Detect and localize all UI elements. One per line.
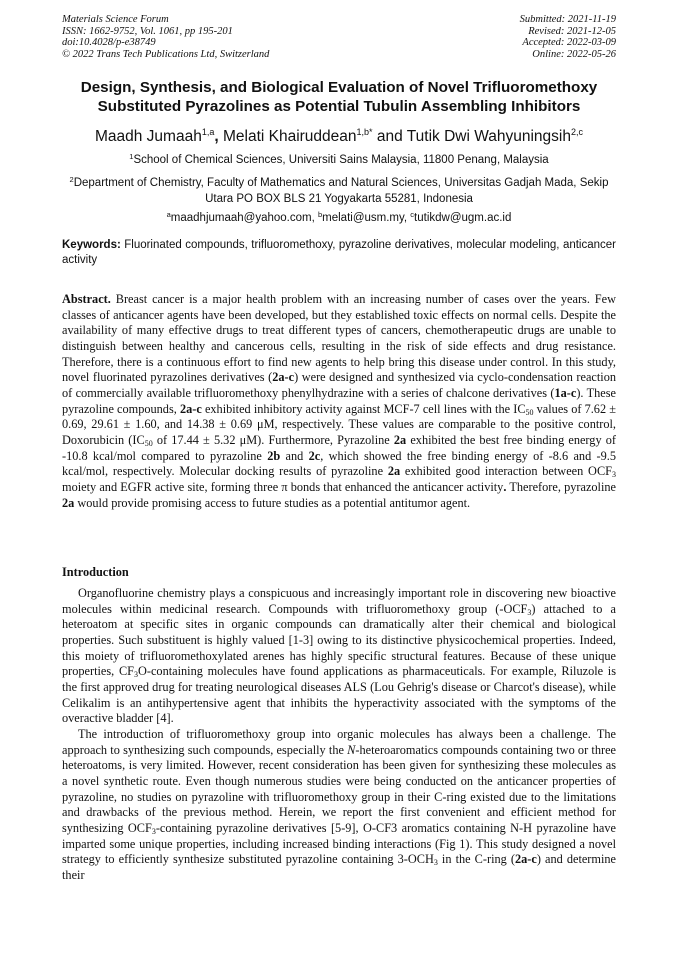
abstract-text: moiety and EGFR active site, forming three π bonds that enhanced the anticancer activity (62, 479, 504, 494)
compound-label: 2a (387, 464, 401, 479)
author-2: Melati Khairuddean (222, 128, 357, 145)
paragraph-text: ) and determine their (62, 852, 616, 882)
email-marker: c (410, 210, 415, 219)
compound-label: 1a-c (554, 385, 577, 400)
paragraph-text: ) attached to a heteroatom at specific sites in organic compounds can dramatically alter their chemical and biological properties. Such substituent is highly valued [1-3] owing to its distinctive physicochemical properties. Indeed, this moiety of trifluoromethoxylated arenes has highly specific structural features. Because of these unique properties, CF (62, 601, 616, 679)
paragraph-text: -containing pyrazoline derivatives [5-9], O-CF3 aromatics containing N-H pyrazoline have imparted some unique properties, including increased binding interactions (Fig 1). This study designed a novel strategy to efficiently synthesize substituted pyrazoline containing 3-OCH (62, 820, 616, 867)
author-3-affiliation: 2,c (571, 127, 584, 137)
keywords (62, 238, 616, 268)
keywords-label: Keywords: (62, 239, 121, 251)
abstract-text: exhibited the best free binding energy of -10.8 kcal/mol compared to pyrazoline (62, 432, 616, 463)
abstract-text: values of 7.62 ± 0.69, 29.61 ± 1.60, and 14.38 ± 0.69 μM, respectively. These values are comparable to the positive control, Doxorubicin (IC (62, 401, 616, 447)
paragraph-text: O-containing molecules have found applications as pharmaceuticals. For example, Riluzole is the first approved drug for treating neurological diseases ALS (Lou Gehrig's disease or Charcot's disease), while Celikalim is an antihypertensive agent that inhibits the hyperactivity associated with the symptoms of the overactive bladder [4]. (62, 664, 617, 726)
abstract-text: and (280, 448, 309, 463)
author-separator: , (214, 128, 223, 145)
paragraph-text: The introduction of trifluoromethoxy group into organic molecules has always been a challenge. The approach to synthesizing such compounds, especially the (62, 726, 616, 757)
email-marker: a (166, 210, 171, 219)
submitted-date: Submitted: 2021-11-19 (519, 14, 616, 25)
abstract-text: exhibited good interaction between OCF (400, 464, 612, 479)
compound-label: 2a-c (272, 370, 295, 385)
subscript: 50 (144, 438, 153, 448)
italic-text: N (347, 742, 356, 757)
email-link[interactable]: melati@usm.my, (322, 212, 411, 224)
accepted-date: Accepted: 2022-03-09 (522, 37, 616, 49)
compound-label: 2b (267, 448, 281, 463)
affiliation-1 (62, 149, 616, 168)
submission-dates (520, 14, 616, 60)
paper-title (40, 79, 638, 116)
abstract-text: Breast cancer is a major health problem with an increasing number of cases over the years. Few classes of anticancer agents have been developed, but they established toxic effects on normal cells. Despite the availability of many effective drugs to treat different types of cancers, chemotherapeutic drugs are unable to distinguish between healthy and cancerous cells, resulting in the risk of side effects and drug resistance. Therefore, there is a continuous effort to find new agents to help bring this disease under control. In this study, novel fluorinated pyrazolines derivatives ( (62, 292, 616, 385)
author-1: Maadh Jumaah (94, 128, 202, 145)
compound-label: 2a-c (514, 852, 537, 867)
subscript: 3 (134, 670, 138, 680)
doi: doi:10.4028/p-e38749 (62, 37, 156, 49)
subscript: 3 (151, 826, 156, 836)
compound-label: 2a (62, 495, 75, 510)
subscript: 50 (525, 407, 534, 417)
paragraph-text: Organofluorine chemistry plays a conspicuous and increasingly important role in discovering new bioactive molecules within medicinal research. Compounds with trifluoromethoxy group (-OCF (62, 586, 616, 616)
title-line-2: Substituted Pyrazolines as Potential Tubulin Assembling Inhibitors (97, 97, 581, 115)
email-link[interactable]: tutikdw@ugm.ac.id (414, 212, 512, 224)
abstract-text: exhibited inhibitory activity against MCF-7 cell lines with the IC (201, 401, 526, 416)
email-marker: b (317, 210, 323, 219)
abstract (62, 292, 616, 511)
author-list (40, 122, 638, 147)
subscript: 3 (611, 470, 616, 480)
paragraph (62, 586, 616, 727)
email-link[interactable]: maadhjumaah@yahoo.com, (170, 212, 318, 224)
section-heading-introduction: Introduction (62, 565, 129, 579)
author-1-affiliation: 1,a (201, 127, 215, 137)
abstract-text: , which showed the free binding energy of -8.6 and -9.5 kcal/mol, respectively. Molecular docking results of pyrazoline (62, 448, 617, 479)
compound-label: 2c (308, 448, 321, 463)
abstract-text: ). These pyrazoline compounds, (62, 385, 616, 416)
abstract-text: ) were designed and synthesized via cyclo-condensation reaction of commercially available trifluoromethoxy phenylhydrazine with a series of chalcone derivatives ( (62, 370, 617, 400)
affiliation-text: School of Chemical Sciences, Universiti Sains Malaysia, 11800 Penang, Malaysia (133, 154, 549, 166)
introduction-body (62, 586, 616, 883)
bold-period: . (503, 479, 507, 494)
abstract-text: of 17.44 ± 5.32 μM). Furthermore, Pyrazoline (152, 432, 394, 447)
author-3: Tutik Dwi Wahyuningsih (406, 128, 571, 145)
paragraph-text: in the C-ring ( (437, 852, 515, 867)
affiliation-number: 2 (69, 175, 74, 184)
journal-info (62, 14, 269, 60)
compound-label: 2a (393, 432, 407, 447)
compound-label: 2a-c (179, 401, 202, 416)
paragraph (62, 727, 616, 884)
journal-name: Materials Science Forum (62, 14, 169, 25)
title-line-1: Design, Synthesis, and Biological Evaluation of Novel Trifluoromethoxy (80, 79, 598, 96)
affiliation-2 (62, 172, 616, 207)
paragraph-text: -heteroaromatics compounds containing two or three heteroatoms, is very limited. However, recent consideration has been given for synthesizing these molecules as a novel synthetic route. Even though numerous studies were being conducted on the anticancer properties of pyrazoline, no studies on pyrazoline with trifluoromethoxy group in their C-ring existed due to the limitations and drawbacks of the previous method. Herein, we report the first convenient and efficient method for synthesizing OCF (62, 742, 616, 835)
revised-date: Revised: 2021-12-05 (528, 25, 616, 37)
subscript: 3 (527, 607, 532, 617)
issn-volume: ISSN: 1662-9752, Vol. 1061, pp 195-201 (62, 25, 233, 37)
subscript: 3 (433, 858, 438, 868)
affiliation-text: Department of Chemistry, Faculty of Mathematics and Natural Sciences, Universitas Gadjah Mada, Sekip Utara PO BOX BLS 21 Yogyakarta 55281, Indonesia (73, 177, 609, 205)
author-2-affiliation: 1,b* (356, 127, 373, 137)
abstract-text: Therefore, pyrazoline (506, 479, 616, 494)
author-emails (62, 207, 616, 226)
author-separator: and (372, 128, 407, 145)
online-date: Online: 2022-05-26 (532, 48, 616, 60)
abstract-text: would provide promising access to future studies as a potential antitumor agent. (74, 495, 471, 510)
abstract-label: Abstract. (62, 292, 111, 306)
affiliation-number: 1 (129, 152, 134, 161)
copyright: © 2022 Trans Tech Publications Ltd, Switzerland (62, 48, 270, 60)
keywords-text: Fluorinated compounds, trifluoromethoxy, pyrazoline derivatives, molecular modeling, anticancer activity (62, 239, 616, 266)
